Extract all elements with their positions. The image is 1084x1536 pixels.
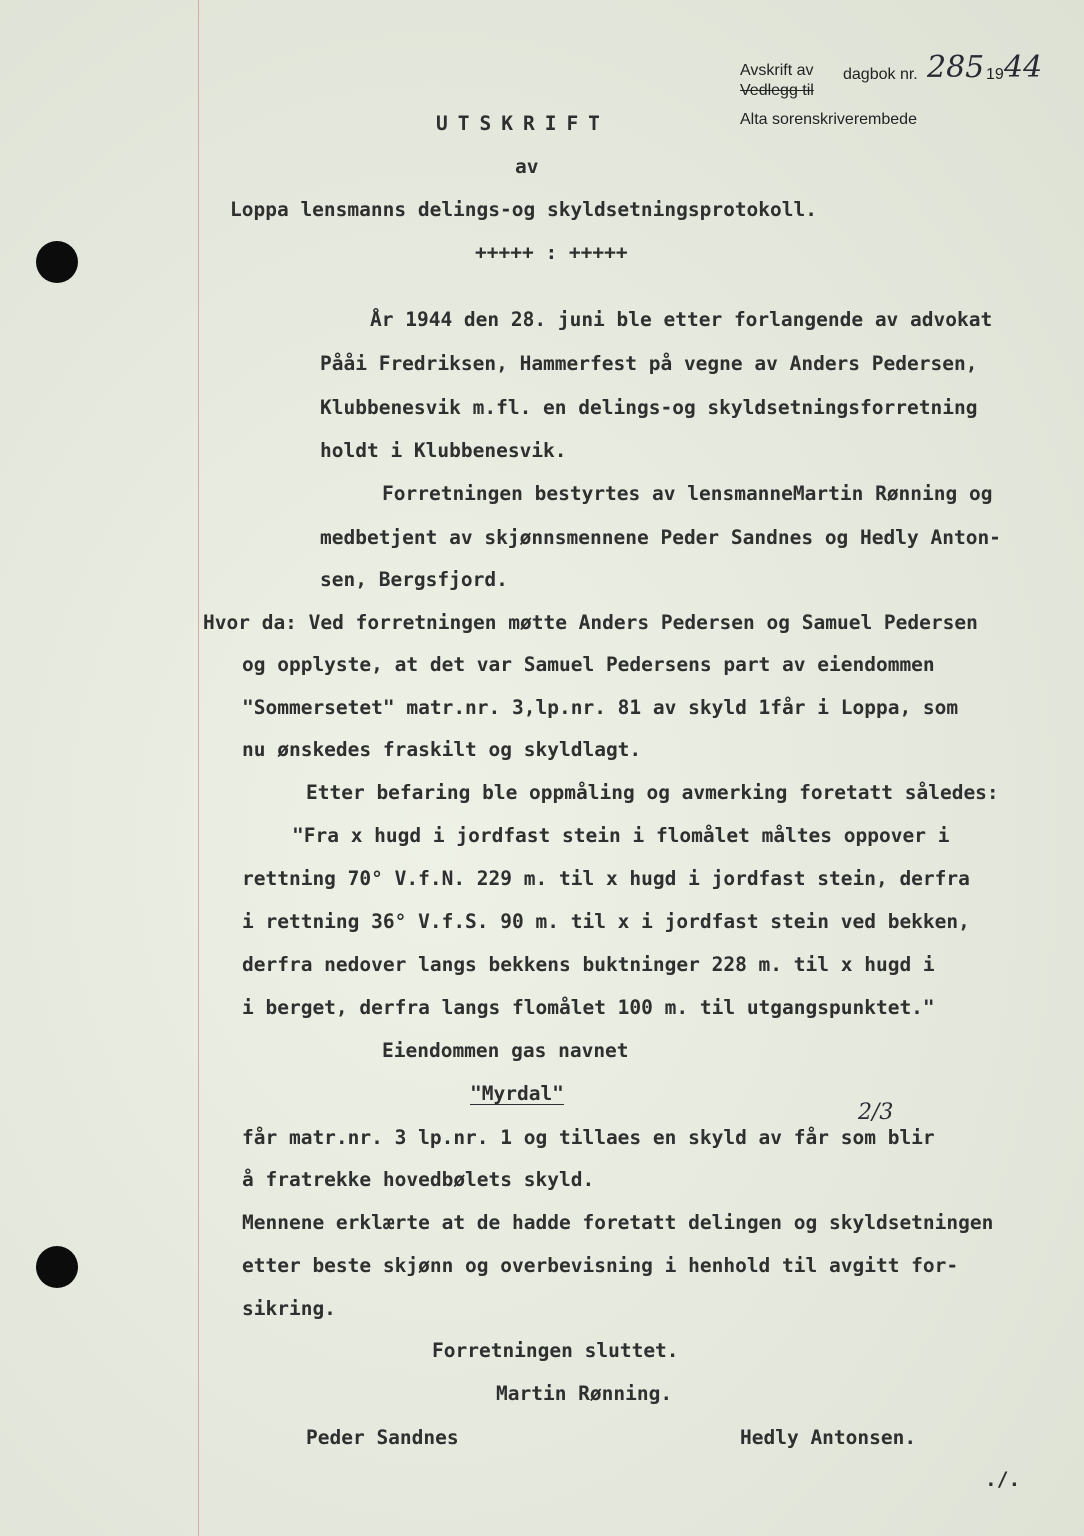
body-line: derfra nedover langs bekkens buktninger 228 m. til x hugd i xyxy=(242,953,935,976)
signature-left: Peder Sandnes xyxy=(306,1426,459,1449)
signature-main: Martin Rønning. xyxy=(496,1382,673,1405)
body-line: sen, Bergsfjord. xyxy=(320,568,508,591)
body-line: Mennene erklærte at de hadde foretatt delingen og skyldsetningen xyxy=(242,1211,994,1234)
body-line: får matr.nr. 3 lp.nr. 1 og tillaes en skyld av får som blir xyxy=(242,1126,935,1149)
body-line: Klubbenesvik m.fl. en delings-og skyldsetningsforretning xyxy=(320,396,978,419)
body-line: og opplyste, at det var Samuel Pedersens part av eiendommen xyxy=(242,653,935,676)
property-name: "Myrdal" xyxy=(470,1082,564,1105)
body-line: "Sommersetet" matr.nr. 3,lp.nr. 81 av skyld 1får i Loppa, som xyxy=(242,696,959,719)
stamp-dagbok: dagbok nr. xyxy=(843,66,918,83)
stamp-number: 285 xyxy=(927,50,985,85)
stamp-avskrift: Avskrift av xyxy=(740,62,814,79)
protocol-title: Loppa lensmanns delings-og skyldsetningsprotokoll. xyxy=(230,198,817,221)
body-line: i rettning 36° V.f.S. 90 m. til x i jordfast stein ved bekken, xyxy=(242,910,970,933)
body-line: Hvor da: Ved forretningen møtte Anders Pedersen og Samuel Pedersen xyxy=(203,611,978,634)
body-line: i berget, derfra langs flomålet 100 m. til utgangspunktet." xyxy=(242,996,935,1019)
stamp-year-prefix: 19 xyxy=(986,66,1004,83)
separator: +++++ : +++++ xyxy=(475,241,628,264)
body-line: sikring. xyxy=(242,1297,336,1320)
body-line: "Fra x hugd i jordfast stein i flomålet måltes oppover i xyxy=(292,824,950,847)
closing-line: Forretningen sluttet. xyxy=(432,1339,679,1362)
stamp-vedlegg: Vedlegg til xyxy=(740,82,814,99)
body-line: medbetjent av skjønnsmennene Peder Sandnes og Hedly Anton- xyxy=(320,526,1001,549)
continuation-mark: ./. xyxy=(985,1468,1021,1491)
body-line: etter beste skjønn og overbevisning i henhold til avgitt for- xyxy=(242,1254,959,1277)
body-line: nu ønskedes fraskilt og skyldlagt. xyxy=(242,738,642,761)
body-line: År 1944 den 28. juni ble etter forlangende av advokat xyxy=(370,308,993,331)
body-line: Etter befaring ble oppmåling og avmerking foretatt således: xyxy=(306,781,999,804)
margin-line xyxy=(198,0,199,1536)
signature-right: Hedly Antonsen. xyxy=(740,1426,917,1449)
document-subtitle: av xyxy=(515,155,539,178)
body-line: å fratrekke hovedbølets skyld. xyxy=(242,1168,595,1191)
stamp-court: Alta sorenskriverembede xyxy=(740,111,917,128)
handwritten-fraction: 2/3 xyxy=(858,1100,894,1125)
stamp-year: 44 xyxy=(1004,50,1043,85)
body-line: Pååi Fredriksen, Hammerfest på vegne av Anders Pedersen, xyxy=(320,352,978,375)
punch-hole xyxy=(36,241,78,283)
document-title: UTSKRIFT xyxy=(436,112,610,135)
body-line: Eiendommen gas navnet xyxy=(382,1039,629,1062)
body-line: Forretningen bestyrtes av lensmanneMartin Rønning og xyxy=(382,482,993,505)
punch-hole xyxy=(36,1246,78,1288)
body-line: rettning 70° V.f.N. 229 m. til x hugd i jordfast stein, derfra xyxy=(242,867,970,890)
body-line: holdt i Klubbenesvik. xyxy=(320,439,567,462)
